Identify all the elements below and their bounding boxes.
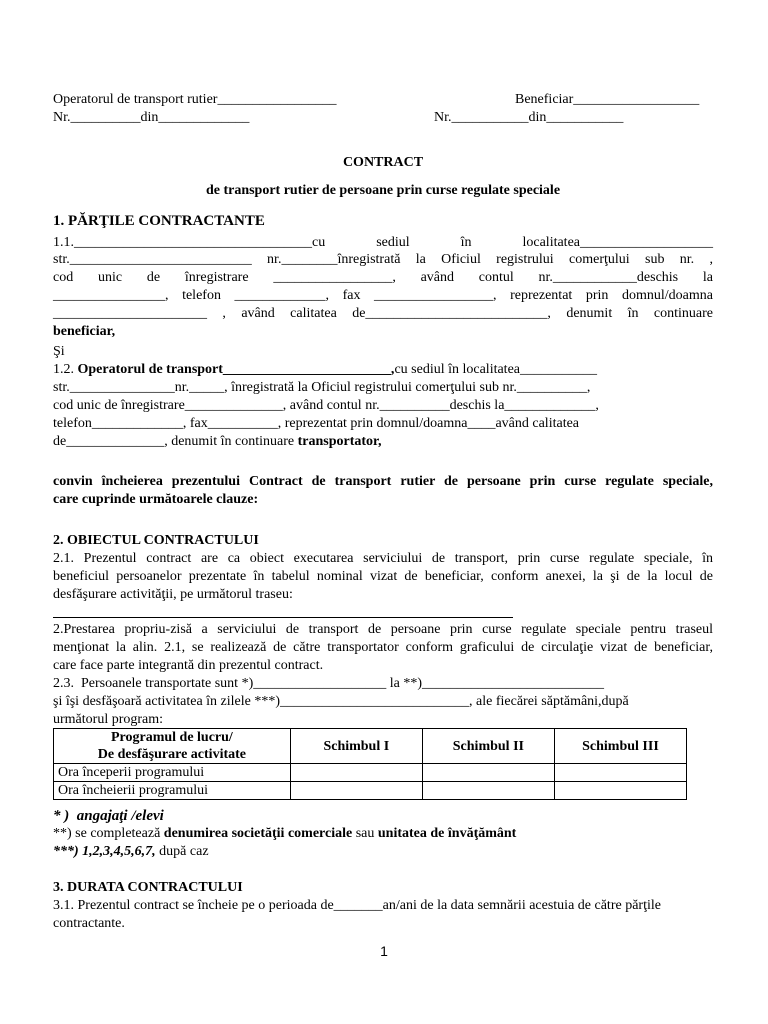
s1-line-10: cod unic de înregistrare______________, având contul nr.__________deschis la_____________, xyxy=(53,398,599,413)
table-row xyxy=(54,764,687,782)
table-header-shift-1: Schimbul I xyxy=(290,729,422,764)
s1-line-3: cod unic de înregistrare _________________, având contul nr.____________deschis la xyxy=(53,270,713,285)
note-2-text: **) se completează xyxy=(53,826,164,841)
note-2 xyxy=(53,825,713,843)
note-2-company: denumirea societăţii comerciale xyxy=(163,826,353,841)
table-cell xyxy=(422,764,554,782)
agreement-line-2: care cuprinde următoarele clauze: xyxy=(53,492,259,507)
section-1-heading: 1. PĂRŢILE CONTRACTANTE xyxy=(53,213,265,229)
section-3-heading: 3. DURATA CONTRACTULUI xyxy=(53,880,243,895)
s2-p3-line-1: 2.3. Persoanele transportate sunt *)___________________ la **)__________________________ xyxy=(53,676,604,691)
s1-operator-seat: cu sediul în localitatea___________ xyxy=(394,362,597,377)
table-header-row xyxy=(54,729,687,764)
table-header-program xyxy=(54,729,291,764)
document-title: CONTRACT xyxy=(342,155,424,170)
note-3 xyxy=(53,843,713,861)
s1-line-operator xyxy=(53,361,713,379)
s3-p1-line-1: 3.1. Prezentul contract se încheie pe o perioada de_______an/ani de la data semnării acestuia de către părţile xyxy=(53,898,661,913)
s1-line-5: ______________________ , având calitatea de__________________________, denumit în continuare xyxy=(53,306,713,321)
table-cell xyxy=(554,782,686,800)
section-2-heading: 2. OBIECTUL CONTRACTULUI xyxy=(53,533,259,548)
note-3-text: după caz xyxy=(155,844,209,859)
s1-line-1: 1.1.__________________________________cu sediul în localitatea___________________ xyxy=(53,235,713,250)
s2-p3-line-2: şi îşi desfăşoară activitatea în zilele ***)___________________________, ale fiecărei săptămâni,după xyxy=(53,694,629,709)
note-3-days: ***) 1,2,3,4,5,6,7, xyxy=(53,844,156,859)
page-number: 1 xyxy=(380,943,388,959)
s2-p1-line-1: 2.1. Prezentul contract are ca obiect executarea serviciului de transport, prin curse regulate speciale, în xyxy=(53,551,713,566)
table-cell xyxy=(422,782,554,800)
table-cell xyxy=(290,764,422,782)
table-row-label: Ora începerii programului xyxy=(54,764,291,782)
program-table xyxy=(53,728,687,800)
header-right-number: Nr.___________din___________ xyxy=(434,110,624,125)
table-header-shift-2: Schimbul II xyxy=(422,729,554,764)
s1-line-9: str._______________nr._____, înregistrată la Oficiul registrului comerţului sub nr.__________, xyxy=(53,380,591,395)
s3-p1-line-2: contractante. xyxy=(53,916,125,931)
table-row xyxy=(54,782,687,800)
s2-p2-line-1: 2.Prestarea propriu-zisă a serviciului de transport de persoane prin curse regulate speciale pentru traseul xyxy=(53,622,713,637)
s1-operator-number: 1.2. xyxy=(53,362,78,377)
table-cell xyxy=(290,782,422,800)
header-left-operator: Operatorul de transport rutier_________________ xyxy=(53,92,337,107)
s2-p1-line-2: beneficiul persoanelor prezentate în tabelul nominal vizat de beneficiar, conform anexei, la şi de la locul de xyxy=(53,569,713,584)
note-2-or: sau xyxy=(352,826,378,841)
document-subtitle: de transport rutier de persoane prin curse regulate speciale xyxy=(205,183,561,198)
agreement-line-1: convin încheierea prezentului Contract de transport rutier de persoane prin curse regulate speciale, xyxy=(53,474,713,489)
s2-p2-line-2: menţionat la alin. 2.1, se realizează de către transportator conform graficului de circulaţie vizat de beneficiar, xyxy=(53,640,713,655)
s1-and: Şi xyxy=(53,344,65,359)
table-header-program-line-1: Programul de lucru/ xyxy=(110,730,233,745)
header-left-number: Nr.__________din_____________ xyxy=(53,110,250,125)
s1-transportator-label: transportator, xyxy=(297,434,382,449)
s2-p3-line-3: următorul program: xyxy=(53,712,164,727)
s2-p2-line-3: care face parte integrantă din prezentul contract. xyxy=(53,658,324,673)
header-right-beneficiary: Beneficiar__________________ xyxy=(515,92,700,107)
s2-p1-line-3: desfăşurare activităţii, pe următorul traseu: xyxy=(53,587,293,602)
note-2-school: unitatea de învăţământ xyxy=(377,826,517,841)
table-row-label: Ora încheierii programului xyxy=(54,782,291,800)
s1-line-4: ________________, telefon _____________, fax _________________, reprezentat prin domnul/doamna xyxy=(53,288,713,303)
s1-line-2: str.__________________________ nr.________înregistrată la Oficiul registrului comerţului sub nr. , xyxy=(53,252,713,267)
s1-beneficiary-label: beneficiar, xyxy=(53,324,116,339)
note-1: * ) angajaţi /elevi xyxy=(53,808,164,824)
route-blank-line xyxy=(53,617,513,618)
s1-line-12 xyxy=(53,433,713,451)
table-header-shift-3: Schimbul III xyxy=(554,729,686,764)
s1-line-12-text: de______________, denumit în continuare xyxy=(53,434,298,449)
s1-line-11: telefon_____________, fax__________, reprezentat prin domnul/doamna____având calitatea xyxy=(53,416,580,431)
table-header-program-line-2: De desfăşurare activitate xyxy=(97,747,247,762)
s1-operator-label: Operatorul de transport________________________, xyxy=(77,362,395,377)
table-cell xyxy=(554,764,686,782)
